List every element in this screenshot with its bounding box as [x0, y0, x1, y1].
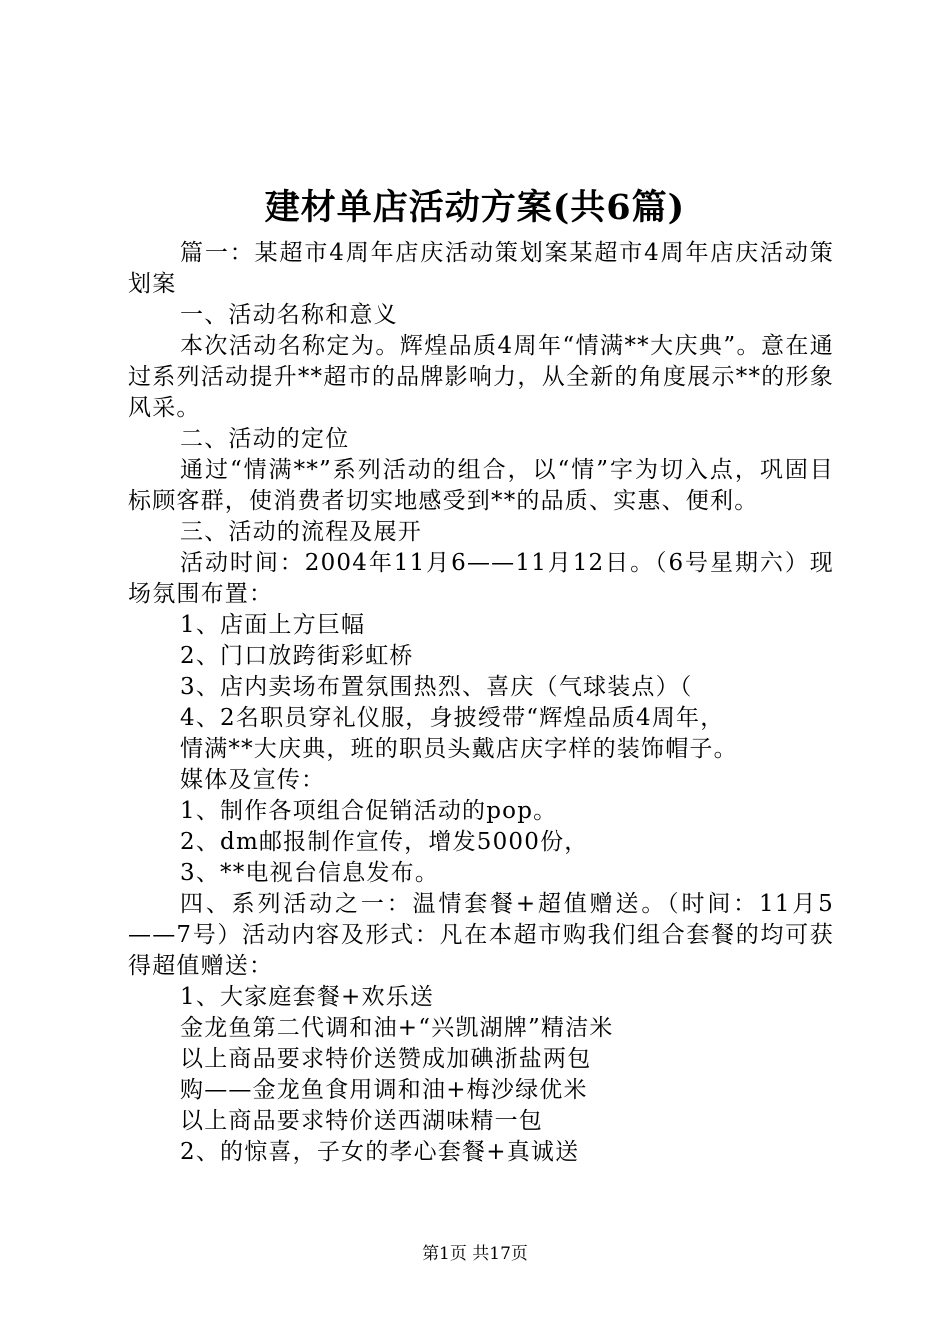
body-paragraph: 2、dm邮报制作宣传，增发5000份， — [180, 829, 589, 855]
body-paragraph: 媒体及宣传： — [180, 767, 326, 793]
body-paragraph: 3、**电视台信息发布。 — [180, 860, 440, 886]
body-paragraph: 1、店面上方巨幅 — [180, 612, 366, 638]
body-paragraph: 活动时间：2004年11月6——11月12日。（6号星期六）现场氛围布置： — [128, 550, 834, 607]
body-paragraph: 本次活动名称定为。辉煌品质4周年“情满**大庆典”。意在通过系列活动提升**超市的品牌影响力，从全新的角度展示**的形象风采。 — [128, 333, 834, 421]
body-paragraph: 四、系列活动之一：温情套餐+超值赠送。（时间：11月5——7号）活动内容及形式：凡在本超市购我们组合套餐的均可获得超值赠送： — [128, 891, 834, 979]
body-paragraph: 购——金龙鱼食用调和油+梅沙绿优米 — [180, 1077, 588, 1103]
body-paragraph: 1、大家庭套餐+欢乐送 — [180, 984, 435, 1010]
body-paragraph: 一、活动名称和意义 — [180, 302, 398, 328]
body-paragraph: 通过“情满**”系列活动的组合，以“情”字为切入点，巩固目标顾客群，使消费者切实地感受到**的品质、实惠、便利。 — [128, 457, 834, 514]
body-paragraph: 以上商品要求特价送西湖味精一包 — [180, 1108, 543, 1134]
body-paragraph: 篇一：某超市4周年店庆活动策划案某超市4周年店庆活动策划案 — [128, 240, 834, 297]
body-paragraph: 以上商品要求特价送赞成加碘浙盐两包 — [180, 1046, 592, 1072]
body-paragraph: 4、2名职员穿礼仪服，身披绶带“辉煌品质4周年， — [180, 705, 725, 731]
body-paragraph: 1、制作各项组合促销活动的pop。 — [180, 798, 558, 824]
body-paragraph: 情满**大庆典，班的职员头戴店庆字样的装饰帽子。 — [180, 736, 738, 762]
body-paragraph: 2、门口放跨街彩虹桥 — [180, 643, 414, 669]
document-body — [128, 238, 834, 1168]
page-footer: 第1页 共17页 — [422, 1244, 528, 1264]
body-paragraph: 3、店内卖场布置氛围热烈、喜庆（气球装点）（ — [180, 674, 693, 700]
body-paragraph: 二、活动的定位 — [180, 426, 350, 452]
document-title: 建材单店活动方案(共6篇) — [264, 187, 686, 228]
body-paragraph: 2、的惊喜，子女的孝心套餐+真诚送 — [180, 1139, 580, 1165]
body-paragraph: 金龙鱼第二代调和油+“兴凯湖牌”精洁米 — [180, 1015, 614, 1041]
body-paragraph: 三、活动的流程及展开 — [180, 519, 422, 545]
